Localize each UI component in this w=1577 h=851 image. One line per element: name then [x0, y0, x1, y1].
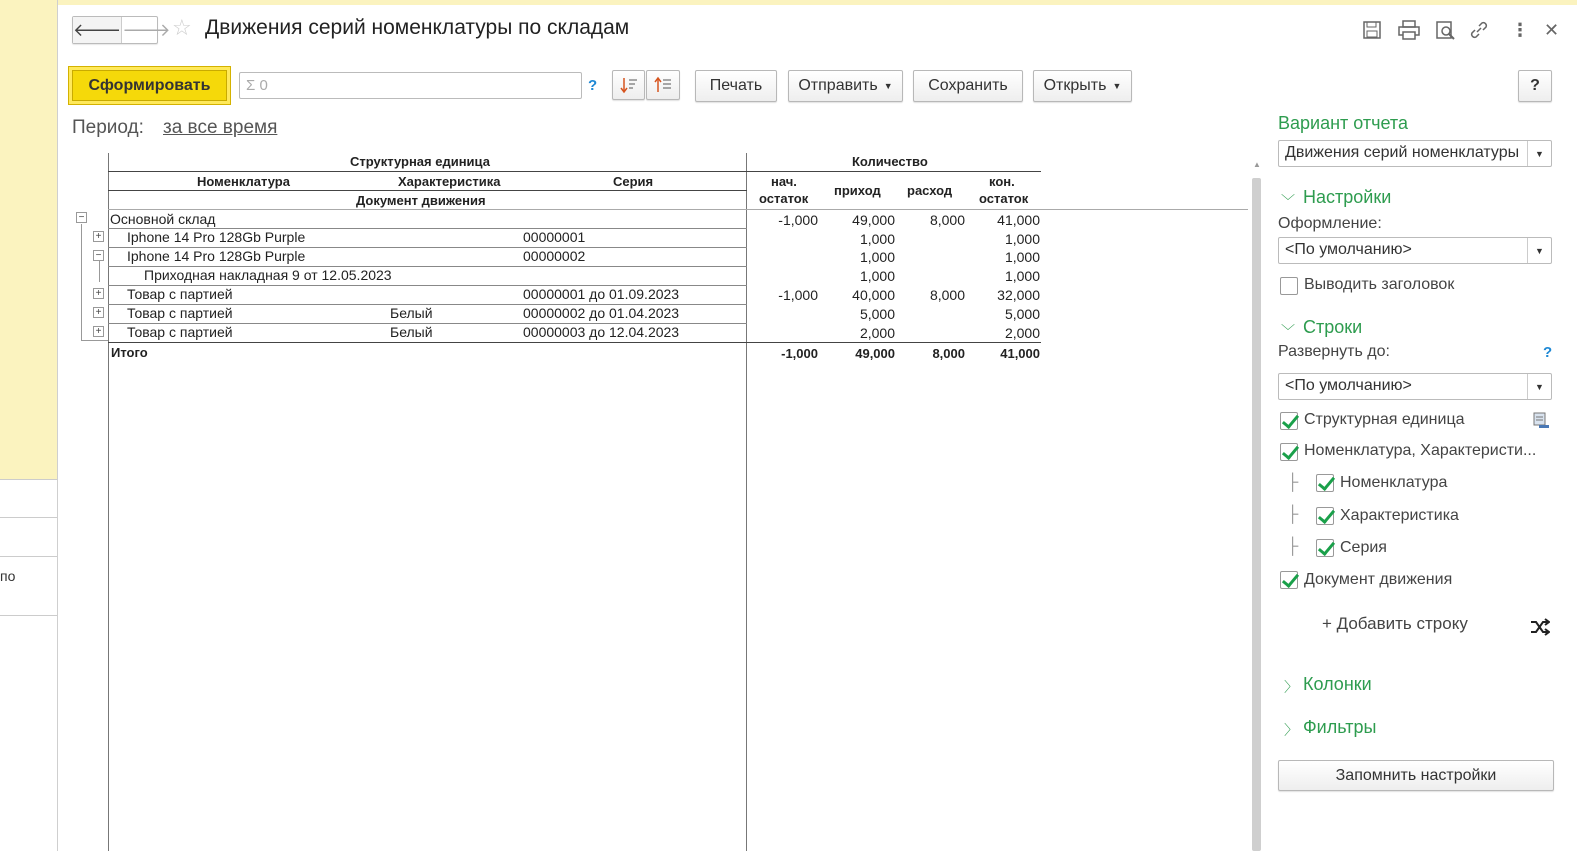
header-nomenclature: Номенклатура [197, 174, 290, 189]
left-yellow-area [0, 0, 57, 480]
show-header-label: Выводить заголовок [1304, 276, 1455, 293]
expand-icon[interactable]: + [93, 231, 104, 242]
print-button[interactable] [695, 70, 777, 102]
total-end: 41,000 [1000, 346, 1040, 361]
sum-field[interactable]: Σ 0 [239, 72, 582, 99]
header-quantity: Количество [852, 154, 928, 169]
expand-label: Развернуть до: [1278, 343, 1390, 360]
expand-select[interactable] [1278, 373, 1552, 400]
row-characteristic: Белый [390, 324, 433, 340]
row-end: 1,000 [1004, 268, 1040, 284]
left-row-text: по [0, 568, 16, 584]
dropdown-caret-icon: ▼ [1112, 81, 1122, 91]
row-income: 49,000 [852, 212, 895, 228]
row-expense: 8,000 [929, 212, 965, 228]
row-document-label: Документ движения [1304, 571, 1453, 588]
left-list-row[interactable] [0, 480, 57, 518]
dropdown-caret-icon: ▼ [1527, 238, 1551, 263]
row-nomenclature-checkbox[interactable] [1316, 474, 1334, 492]
row-name: Основной склад [110, 211, 216, 227]
design-select-value: <По умолчанию> [1285, 241, 1412, 258]
row-name: Приходная накладная 9 от 12.05.2023 [144, 267, 392, 283]
grid-line [108, 190, 747, 191]
row-expense: 8,000 [929, 287, 965, 303]
row-income: 1,000 [859, 231, 895, 247]
row-characteristic-label: Характеристика [1340, 507, 1459, 524]
row-end: 41,000 [997, 212, 1040, 228]
expand-select-value: <По умолчанию> [1285, 377, 1412, 394]
design-select[interactable] [1278, 237, 1552, 264]
row-series: 00000001 [523, 229, 586, 245]
header-income: приход [834, 183, 881, 198]
row-income: 2,000 [859, 325, 895, 341]
variant-title: Вариант отчета [1278, 113, 1408, 133]
open-button[interactable] [1033, 70, 1132, 102]
row-name: Iphone 14 Pro 128Gb Purple [127, 229, 306, 245]
expand-icon[interactable]: + [93, 326, 104, 337]
chevron-down-icon[interactable]: ﹀ [1281, 323, 1295, 339]
design-label: Оформление: [1278, 215, 1382, 232]
header-start-balance: остаток [759, 191, 809, 206]
print-icon[interactable] [1398, 20, 1420, 45]
left-list-row[interactable] [0, 558, 57, 616]
row-structural-checkbox[interactable] [1280, 412, 1298, 430]
row-income: 1,000 [859, 268, 895, 284]
generate-button-label: Сформировать [72, 70, 227, 101]
settings-section-title[interactable]: Настройки [1303, 187, 1392, 207]
grid-line [108, 153, 109, 851]
row-nomenclature-group-checkbox[interactable] [1280, 443, 1298, 461]
top-accent-bar [58, 0, 1577, 5]
generate-button[interactable] [68, 66, 231, 105]
row-series-checkbox[interactable] [1316, 539, 1334, 557]
chevron-right-icon[interactable]: 〉 [1284, 722, 1298, 738]
row-name: Iphone 14 Pro 128Gb Purple [127, 248, 306, 264]
header-end-balance: остаток [979, 191, 1029, 206]
collapse-icon[interactable]: − [76, 212, 87, 223]
row-separator [746, 342, 1041, 343]
header-document: Документ движения [356, 193, 486, 208]
rows-section-title[interactable]: Строки [1303, 317, 1363, 337]
close-icon[interactable]: ✕ [1544, 20, 1560, 40]
header-structural-unit: Структурная единица [350, 154, 490, 169]
show-header-checkbox[interactable] [1280, 277, 1298, 295]
help-button[interactable]: ? [1518, 70, 1552, 102]
row-name: Товар с партией [127, 324, 233, 340]
shuffle-icon[interactable] [1530, 618, 1550, 641]
row-structural-label: Структурная единица [1304, 411, 1465, 428]
tree-line [99, 261, 100, 282]
row-end: 32,000 [997, 287, 1040, 303]
settings-panel [1262, 110, 1577, 851]
save-disk-icon[interactable] [1362, 20, 1382, 45]
grid-line [108, 171, 747, 172]
row-characteristic: Белый [390, 305, 433, 321]
open-button-label: Открыть [1043, 77, 1107, 94]
more-menu-icon[interactable]: ⋮ [1511, 20, 1529, 40]
row-series-label: Серия [1340, 539, 1387, 556]
row-start: -1,000 [778, 212, 818, 228]
total-start: -1,000 [781, 346, 818, 361]
header-characteristic: Характеристика [398, 174, 501, 189]
favorite-star-icon[interactable]: ☆ [172, 15, 192, 40]
row-start: -1,000 [778, 287, 818, 303]
help-icon[interactable]: ? [588, 77, 598, 94]
total-label: Итого [111, 345, 148, 360]
page-title: Движения серий номенклатуры по складам [205, 16, 630, 39]
send-button[interactable] [788, 70, 903, 102]
header-end-balance: кон. [989, 174, 1015, 189]
columns-section-title[interactable]: Колонки [1303, 674, 1372, 694]
left-partial-panel [0, 0, 58, 851]
variant-select[interactable] [1278, 140, 1552, 167]
remember-settings-button[interactable] [1278, 760, 1554, 791]
row-series: 00000001 до 01.09.2023 [523, 286, 680, 302]
row-end: 1,000 [1004, 231, 1040, 247]
tree-connector-icon: ├ [1287, 474, 1299, 491]
expand-icon[interactable]: + [93, 288, 104, 299]
row-name: Товар с партией [127, 305, 233, 321]
collapse-icon[interactable]: − [93, 250, 104, 261]
expand-icon[interactable]: + [93, 307, 104, 318]
tree-connector-icon: ├ [1287, 538, 1299, 555]
tree-line [81, 224, 82, 340]
row-end: 2,000 [1004, 325, 1040, 341]
save-button[interactable] [913, 70, 1023, 102]
row-series: 00000002 до 01.04.2023 [523, 305, 680, 321]
period-link[interactable]: за все время [163, 117, 278, 138]
preview-icon[interactable] [1435, 20, 1455, 45]
send-button-label: Отправить [798, 77, 878, 94]
help-icon[interactable]: ? [1543, 344, 1553, 361]
scroll-up-icon[interactable]: ▲ [1253, 160, 1261, 169]
dropdown-caret-icon: ▼ [1527, 141, 1551, 166]
back-arrow-icon[interactable]: 🡐 [73, 17, 122, 43]
chevron-down-icon[interactable]: ﹀ [1281, 193, 1295, 209]
row-income: 5,000 [859, 306, 895, 322]
tree-connector-icon: ├ [1287, 506, 1299, 523]
dropdown-caret-icon: ▼ [1527, 374, 1551, 399]
header-start-balance: нач. [771, 174, 797, 189]
grid-line [108, 209, 1248, 210]
row-nomenclature-group-label: Номенклатура, Характеристи... [1304, 442, 1537, 459]
sort-desc-icon[interactable] [612, 70, 645, 100]
row-series: 00000003 до 12.04.2023 [523, 324, 680, 340]
row-series: 00000002 [523, 248, 586, 264]
chevron-right-icon[interactable]: 〉 [1284, 679, 1298, 695]
row-end: 1,000 [1004, 249, 1040, 265]
row-name: Товар с партией [127, 286, 233, 302]
vertical-scrollbar[interactable] [1252, 178, 1261, 851]
grid-line [746, 171, 1041, 172]
left-list-row[interactable] [0, 519, 57, 557]
link-icon[interactable] [1469, 20, 1489, 45]
tree-line [81, 340, 108, 341]
row-separator [108, 342, 747, 343]
save-button-label: Сохранить [928, 77, 1008, 94]
variant-select-value: Движения серий номенклатуры [1285, 144, 1520, 161]
forward-arrow-icon[interactable]: 🡒 [122, 19, 171, 40]
header-expense: расход [907, 183, 953, 198]
report-spreadsheet [66, 150, 1252, 851]
filters-section-title[interactable]: Фильтры [1303, 717, 1377, 737]
list-settings-icon[interactable] [1532, 412, 1550, 435]
header-series: Серия [613, 174, 654, 189]
print-button-label: Печать [709, 77, 763, 94]
row-document-checkbox[interactable] [1280, 571, 1298, 589]
row-end: 5,000 [1004, 306, 1040, 322]
total-expense: 8,000 [932, 346, 965, 361]
sort-asc-icon[interactable] [646, 70, 680, 100]
row-nomenclature-label: Номенклатура [1340, 474, 1448, 491]
total-income: 49,000 [855, 346, 895, 361]
nav-group [72, 16, 171, 44]
row-income: 1,000 [859, 249, 895, 265]
period-label: Период: [72, 117, 144, 138]
add-row-button[interactable]: + Добавить строку [1322, 614, 1468, 633]
dropdown-caret-icon: ▼ [883, 81, 893, 91]
remember-settings-label: Запомнить настройки [1335, 766, 1497, 784]
row-income: 40,000 [852, 287, 895, 303]
grid-line [746, 153, 747, 851]
row-characteristic-checkbox[interactable] [1316, 507, 1334, 525]
